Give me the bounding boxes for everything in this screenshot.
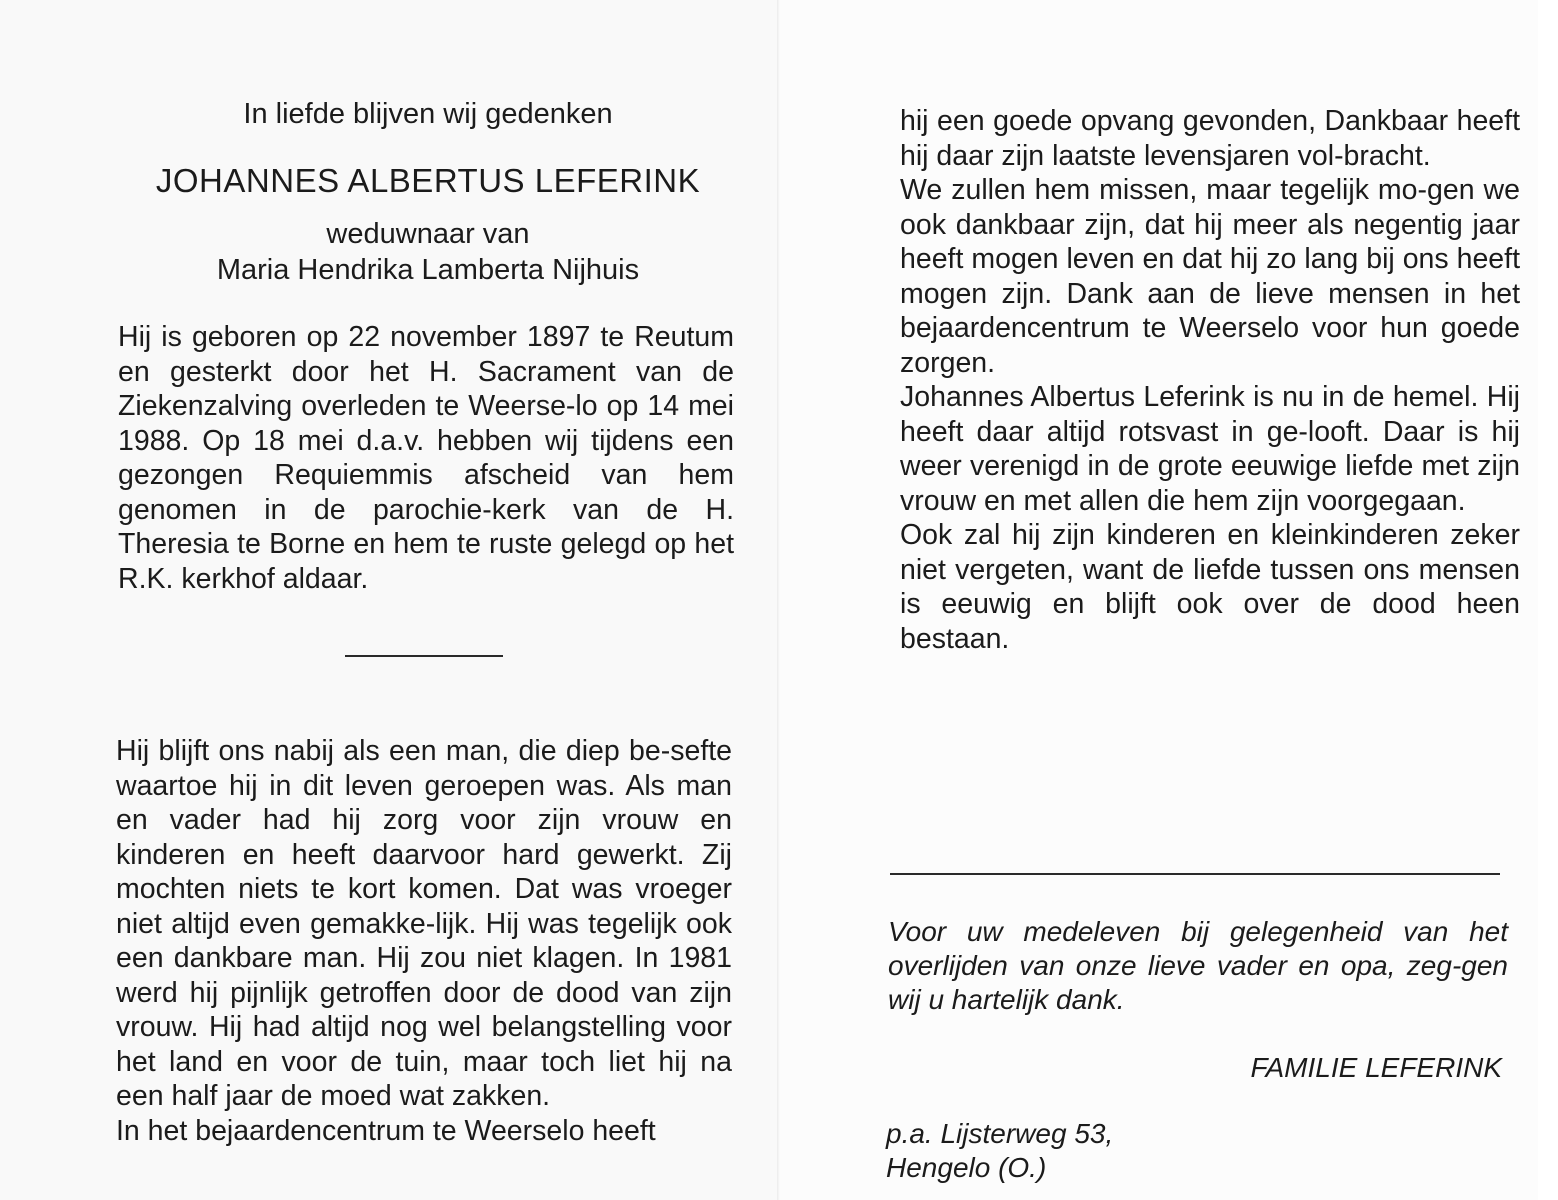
card-edge <box>1538 0 1558 1200</box>
address-line-2: Hengelo (O.) <box>886 1152 1047 1183</box>
intro-line: In liefde blijven wij gedenken <box>243 98 613 130</box>
left-page <box>0 0 778 1200</box>
fold-line <box>777 0 779 1200</box>
address-line-1: p.a. Lijsterweg 53, <box>886 1118 1114 1149</box>
tribute-paragraph: Hij blijft ons nabij als een man, die diep be-sefte waartoe hij in dit leven geroepen was. Als man en vader had hij zorg voor zijn vrouw en kinderen en heeft daarvoor hard gewerkt. Zij mochten niets te kort komen. Dat was vroeger niet altijd even gemakke-lijk. Hij was tegelijk ook een dankbare man. Hij zou niet klagen. In 1981 werd hij pijnlijk getroffen door de dood van zijn vrouw. Hij had altijd nog wel belangstelling voor het land en voor de tuin, maar toch liet hij na een half jaar de moed wat zakken. <box>116 735 732 1112</box>
right-paragraph-4: Ook zal hij zijn kinderen en kleinkinderen zeker niet vergeten, want de liefde tussen ons mensen is eeuwig en blijft ook over de dood heen bestaan. <box>900 519 1520 655</box>
tribute-block <box>116 734 732 1148</box>
widower-label: weduwnaar van <box>326 218 530 250</box>
spouse-name: Maria Hendrika Lamberta Nijhuis <box>216 254 640 286</box>
address <box>886 1117 1286 1185</box>
right-paragraph-3: Johannes Albertus Leferink is nu in de hemel. Hij heeft daar altijd rotsvast in ge-looft. Daar is hij weer verenigd in de grote eeuwige liefde met zijn vrouw en met allen die hem zijn voorgegaan. <box>900 381 1520 517</box>
biography-paragraph: Hij is geboren op 22 november 1897 te Reutum en gesterkt door het H. Sacrament van de Ziekenzalving overleden te Weerse-lo op 14 mei 1988. Op 18 mei d.a.v. hebben wij tijdens een gezongen Requiemmis afscheid van hem genomen in de parochie-kerk van de H. Theresia te Borne en hem te ruste gelegd op het R.K. kerkhof aldaar. <box>118 321 734 595</box>
biography-block <box>118 320 734 596</box>
right-paragraph-1: hij een goede opvang gevonden, Dankbaar heeft hij daar zijn laatste levensjaren vol-bracht. <box>900 105 1520 172</box>
tribute-paragraph-continued: In het bejaardencentrum te Weerselo heeft <box>116 1114 656 1147</box>
right-text-block <box>900 104 1520 656</box>
right-paragraph-2: We zullen hem missen, maar tegelijk mo-gen we ook dankbaar zijn, dat hij meer als negentig jaar heeft mogen leven en dat hij zo lang bij ons heeft mogen zijn. Dank aan de lieve mensen in het bejaardencentrum te Weerselo voor hun goede zorgen. <box>900 174 1520 379</box>
divider <box>890 873 1500 875</box>
family-signature: FAMILIE LEFERINK <box>1250 1052 1502 1083</box>
thanks-message: Voor uw medeleven bij gelegenheid van het overlijden van onze lieve vader en opa, zeg-gen wij u hartelijk dank. <box>888 916 1508 1015</box>
deceased-name: JOHANNES ALBERTUS LEFERINK <box>155 162 701 199</box>
divider <box>345 655 503 657</box>
